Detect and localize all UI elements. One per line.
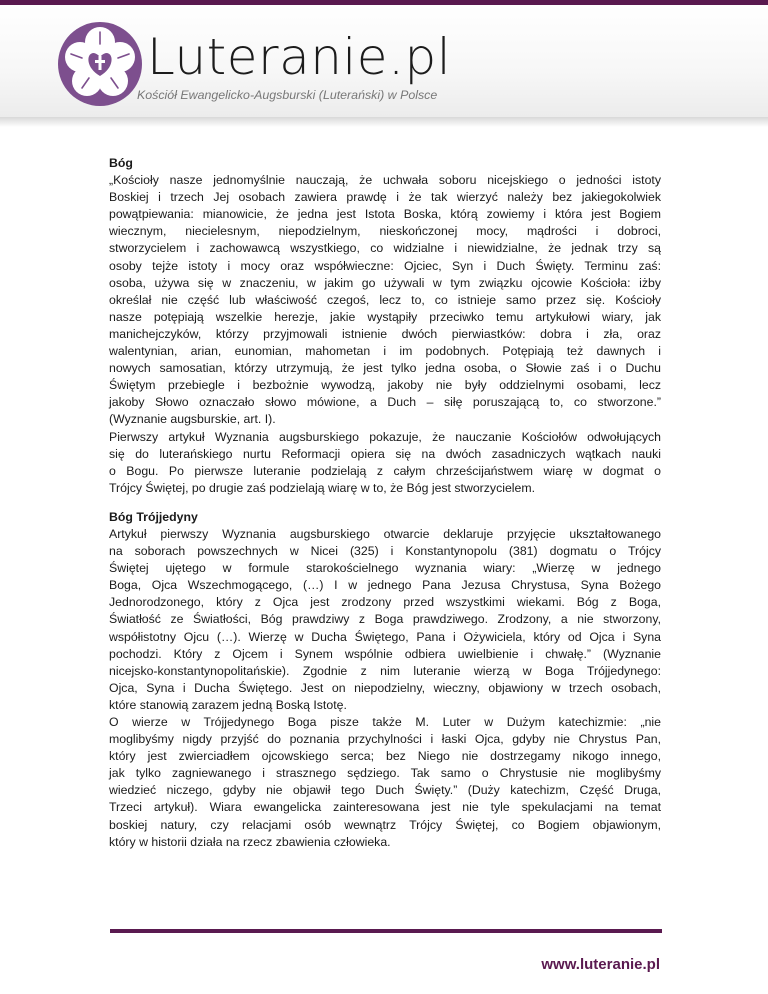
text-line: powątpiewania: mianowicie, że jedna jest Istota Boska, którą zowiemy i która jest Bogiem [109, 207, 661, 222]
text-line: Boga, Ojca Wszechmogącego, (…) I w jednego Pana Jezusa Chrystusa, Syna Bożego [109, 578, 661, 593]
paragraph [109, 526, 661, 714]
text-line: nowych samosatian, którzy utrzymują, że jest tylko jedna osoba, o Słowie zaś i o Duchu [109, 361, 661, 376]
footer-url-link[interactable]: www.luteranie.pl [541, 956, 660, 973]
text-line: jakoby Słowo oznaczało słowo mówione, a Duch – siłę poruszającą to, co stworzone.” [109, 395, 661, 410]
text-line: osoba, używa się w znaczeniu, w jakim go używali w tym związku ojcowie Kościoła: iżby [109, 275, 661, 290]
text-line: stworzycielem i zachowawcą wszystkiego, co widzialne i niewidzialne, że jednak trzy są [109, 241, 661, 256]
paragraph [109, 429, 661, 497]
luther-rose-icon [56, 20, 144, 108]
text-line: który w historii działa na rzecz zbawienia człowieka. [109, 834, 391, 849]
paragraph [109, 172, 661, 428]
page-header [0, 5, 768, 117]
text-line: Świętej ujętego w formule starokościelnego wyznania wiary: „Wierzę w jednego [109, 561, 661, 576]
text-line: Świętym przebiegle i bezbożnie wywodzą, jakoby nie były oddzielnymi osobami, lecz [109, 378, 661, 393]
text-line: nicejsko-konstantynopolitańskie). Zgodnie z nim luteranie wierzą w Boga Trójjedynego: [109, 663, 661, 678]
document-body [109, 155, 661, 851]
section-heading: Bóg Trójjedyny [109, 509, 198, 524]
site-subtitle: Kościół Ewangelicko-Augsburski (Luterański) w Polsce [137, 88, 438, 102]
text-line: Artykuł pierwszy Wyznania augsburskiego otwarcie deklaruje przyjęcie ukształtowanego [109, 526, 661, 541]
text-line: Trzeci artykuł). Wiara ewangelicka zainteresowana jest nie tyle spekulacjami na temat [109, 800, 661, 815]
text-line: nasze potępiają wszelkie herezje, jakie wystąpiły przeciwko temu artykułowi wiary, jak [109, 309, 661, 324]
text-line: jak tylko zagniewanego i strasznego sędziego. Tak samo o Chrystusie nie moglibyśmy [109, 766, 661, 781]
text-line: wiedzieć niczego, gdyby nie objawił tego Duch Święty.” (Duży katechizm, Część Druga, [109, 783, 661, 798]
text-line: Pierwszy artykuł Wyznania augsburskiego pokazuje, że nauczanie Kościołów odwołujących [109, 429, 661, 444]
site-title: Luteranie.pl [147, 28, 452, 86]
text-line: wiecznym, niecielesnym, niepodzielnym, nieskończonej mocy, mądrości i dobroci, [109, 224, 661, 239]
text-line: manichejczyków, którzy przyjmowali istnienie dwóch pierwiastków: dobra i zła, oraz [109, 326, 661, 341]
text-line: moglibyśmy nigdy przyjść do poznania przychylności i łaski Ojca, gdyby nie Chrystus Pan, [109, 732, 661, 747]
header-shadow [0, 117, 768, 127]
text-line: O wierze w Trójjedynego Boga pisze także M. Luter w Dużym katechizmie: „nie [109, 715, 661, 729]
section-gap [109, 497, 661, 509]
text-line: boskiej natury, czy relacjami osób wewnątrz Trójcy Świętej, co Bogiem objawionym, [109, 817, 661, 832]
text-line: Trójcy Świętej, po drugie zaś podzielają wiarę w to, że Bóg jest stworzycielem. [109, 480, 536, 495]
text-line: Boskiej i trzech Jej osobach zawiera prawdę i że tak wierzyć należy bez jakiegokolwiek [109, 190, 661, 205]
text-line: „Kościoły nasze jednomyślnie nauczają, że uchwała soboru nicejskiego o jedności istoty [109, 173, 661, 188]
text-line: o Bogu. Po pierwsze luteranie podzielają z całym chrześcijaństwem wiarę w dogmat o [109, 463, 661, 478]
text-line: współistotny Ojcu (…). Wierzę w Ducha Świętego, Pana i Ożywiciela, który od Ojca i Syna [109, 629, 661, 644]
text-line: Jednorodzonego, który z Ojca jest zrodzony przed wszystkimi wiekami. Bóg z Boga, [109, 595, 661, 610]
text-line: osoby tejże istoty i mocy oraz współwieczne: Ojciec, Syn i Duch Święty. Terminu zaś: [109, 258, 661, 273]
text-line: Ojca, Syna i Ducha Świętego. Jest on niepodzielny, wieczny, objawiony w trzech osobach, [109, 680, 661, 695]
text-line: pochodzi. Który z Ojcem i Synem wspólnie odbiera uwielbienie i chwałę.” (Wyznanie [109, 646, 661, 661]
footer-divider [110, 929, 662, 933]
text-line: (Wyznanie augsburskie, art. I). [109, 412, 276, 427]
paragraph [109, 714, 661, 851]
text-line: określał nie część lub właściwość czegoś, lecz to, co istnieje samo przez się. Kościoły [109, 292, 661, 307]
text-line: które stanowią zarazem jedną Boską Istotę. [109, 697, 347, 712]
text-line: walentynian, arian, eunomian, mahometan i im podobnych. Potępiają też dawnych i [109, 344, 661, 359]
text-line: Światłość ze Światłości, Bóg prawdziwy z Boga prawdziwego. Zrodzony, a nie stworzony, [109, 612, 661, 627]
text-line: na soborach powszechnych w Nicei (325) i Konstantynopolu (381) dogmatu o Trójcy [109, 544, 661, 559]
text-line: się do luterańskiego nurtu Reformacji opiera się na dwóch zasadniczych wątkach nauki [109, 446, 661, 461]
section-heading: Bóg [109, 156, 133, 170]
text-line: który jest zwierciadłem ojcowskiego serca; bez Niego nie dostrzegamy nikogo innego, [109, 749, 661, 764]
